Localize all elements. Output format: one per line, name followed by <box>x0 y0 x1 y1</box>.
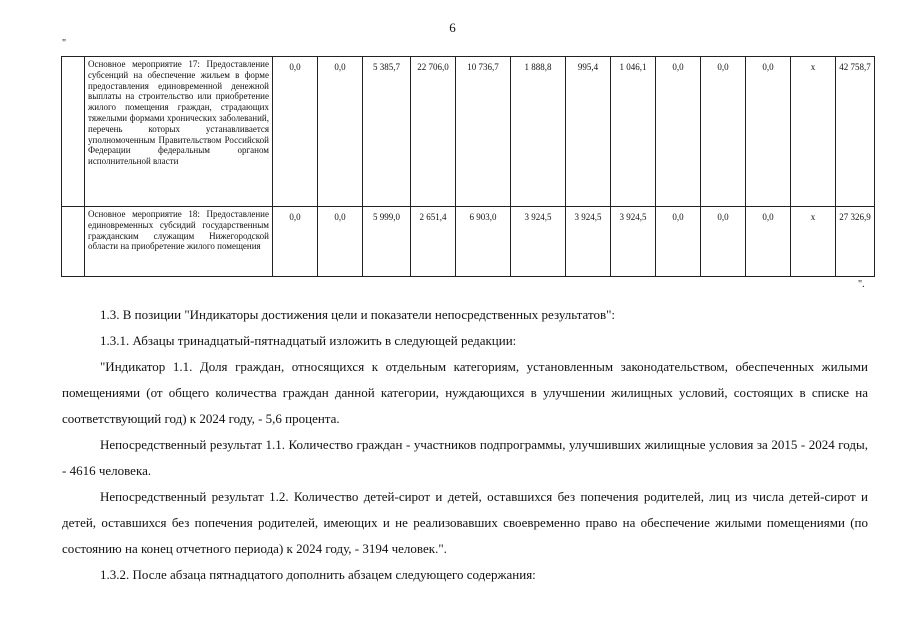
table-cell-total: 27 326,9 <box>836 207 875 277</box>
measure-description: Основное мероприятие 18: Предоставление единовременных субсидий государственным гражданским служащим Нижегородской области на приобретение жилого помещения <box>85 207 273 277</box>
measure-description: Основное мероприятие 17: Предоставление субсенций на обеспечение жильем в форме предоставления единовременной денежной выплаты на строительство или приобретение жилого помещения граждан, страдающих тяжелыми формами хронических заболеваний, перечень которых устанавливается уполномоченным Правительством Российской Федерации федеральным органом исполнительной власти <box>85 57 273 207</box>
table-cell: х <box>791 207 836 277</box>
table-cell: 1 888,8 <box>511 57 566 207</box>
table-cell: 0,0 <box>656 207 701 277</box>
table-cell: 0,0 <box>273 207 318 277</box>
row-number-cell <box>62 207 85 277</box>
table-cell: х <box>791 57 836 207</box>
table-cell: 0,0 <box>318 207 363 277</box>
table-row-measure-18 <box>62 207 875 277</box>
table-row-measure-17 <box>62 57 875 207</box>
table-cell: 3 924,5 <box>566 207 611 277</box>
table-cell: 995,4 <box>566 57 611 207</box>
amendment-text <box>62 302 868 588</box>
table-cell-total: 42 758,7 <box>836 57 875 207</box>
paragraph: 1.3.2. После абзаца пятнадцатого дополнить абзацем следующего содержания: <box>100 567 536 582</box>
budget-table <box>61 56 875 277</box>
table-cell: 2 651,4 <box>411 207 456 277</box>
table-cell: 0,0 <box>701 207 746 277</box>
paragraph: 1.3. В позиции "Индикаторы достижения цели и показатели непосредственных результатов": <box>100 307 616 322</box>
table-cell: 6 903,0 <box>456 207 511 277</box>
table-cell: 0,0 <box>318 57 363 207</box>
opening-quote-mark: " <box>62 38 67 49</box>
table-cell: 0,0 <box>273 57 318 207</box>
paragraph: 1.3.1. Абзацы тринадцатый-пятнадцатый изложить в следующей редакции: <box>100 333 517 348</box>
table-cell: 3 924,5 <box>611 207 656 277</box>
table-cell: 3 924,5 <box>511 207 566 277</box>
row-number-cell <box>62 57 85 207</box>
closing-quote-mark: ". <box>858 279 865 290</box>
table-cell: 0,0 <box>656 57 701 207</box>
table-cell: 22 706,0 <box>411 57 456 207</box>
table-cell: 1 046,1 <box>611 57 656 207</box>
table-cell: 5 999,0 <box>363 207 411 277</box>
table-cell: 0,0 <box>746 207 791 277</box>
page-number: 6 <box>449 20 456 35</box>
table-cell: 5 385,7 <box>363 57 411 207</box>
table-cell: 0,0 <box>746 57 791 207</box>
table-cell: 0,0 <box>701 57 746 207</box>
table-cell: 10 736,7 <box>456 57 511 207</box>
paragraph: Непосредственный результат 1.1. Количество граждан - участников подпрограммы, улучшивших жилищные условия за 2015 - 2024 годы, - 4616 человека. <box>62 437 868 478</box>
paragraph: "Индикатор 1.1. Доля граждан, относящихся к отдельным категориям, установленным законодательством, обеспеченных жилыми помещениями (от общего количества граждан данной категории, нуждающихся в улучшении жилищных условий, состоящих в списке на соответствующий год) к 2024 году, - 5,6 процента. <box>62 359 868 426</box>
paragraph: Непосредственный результат 1.2. Количество детей-сирот и детей, оставшихся без попечения родителей, лиц из числа детей-сирот и детей, оставшихся без попечения родителей, имеющих и не реализовавших своевременно право на обеспечение жилыми помещениями (по состоянию на конец отчетного периода) к 2024 году, - 3194 человек.". <box>62 489 868 556</box>
